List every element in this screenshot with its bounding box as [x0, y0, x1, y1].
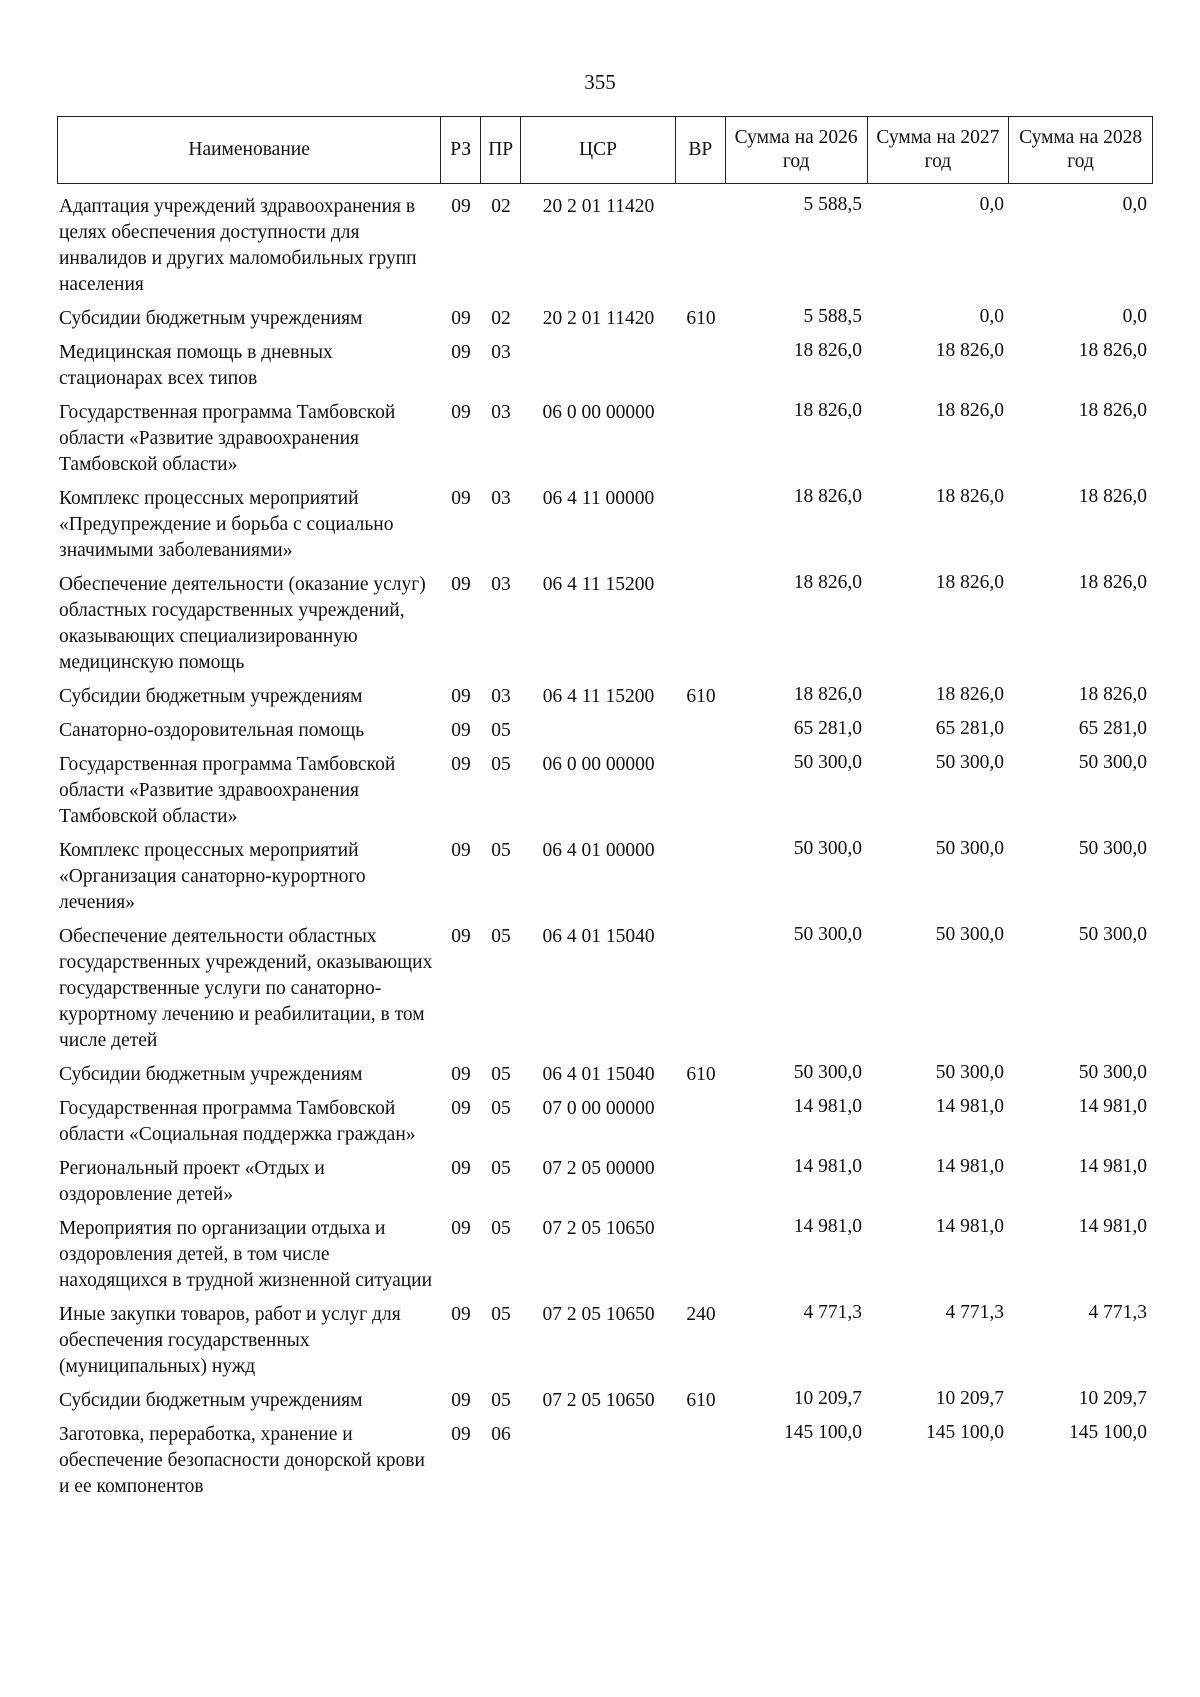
- cell-sum-2026: 50 300,0: [793, 838, 862, 859]
- cell-csr: 06 4 01 00000: [542, 840, 655, 861]
- cell-pr: 06: [491, 1424, 511, 1445]
- cell-name: Санаторно-оздоровительная помощь: [59, 720, 365, 741]
- cell-csr: 07 2 05 00000: [542, 1158, 655, 1179]
- cell-name: Адаптация учреждений здравоохранения в целях обеспечения доступности для инвалидов и других маломобильных групп населения: [59, 196, 417, 295]
- cell-sum-2026: 18 826,0: [793, 340, 862, 361]
- cell-sum-2028: 10 209,7: [1078, 1388, 1147, 1409]
- cell-vr: [676, 1096, 726, 1148]
- cell-name: Субсидии бюджетным учреждениям: [59, 308, 363, 329]
- table-body: [57, 194, 1153, 1500]
- cell-rz: 09: [451, 1390, 471, 1411]
- cell-name: Медицинская помощь в дневных стационарах всех типов: [59, 342, 333, 389]
- cell-name: Субсидии бюджетным учреждениям: [59, 686, 363, 707]
- cell-vr: [676, 1156, 726, 1208]
- cell-rz: 09: [451, 402, 471, 423]
- cell-pr: 03: [491, 574, 511, 595]
- cell-pr: 05: [491, 1098, 511, 1119]
- cell-vr: [676, 400, 726, 478]
- table-row: [57, 306, 1153, 332]
- cell-rz: 09: [451, 488, 471, 509]
- cell-name: Комплекс процессных мероприятий «Организация санаторно-курортного лечения»: [59, 840, 366, 913]
- cell-sum-2027: 18 826,0: [935, 340, 1004, 361]
- page-number: 355: [584, 70, 616, 94]
- cell-vr: [676, 838, 726, 916]
- cell-vr: 610: [686, 1390, 716, 1411]
- cell-sum-2027: 0,0: [979, 306, 1004, 327]
- cell-pr: 05: [491, 1218, 511, 1239]
- cell-sum-2027: 50 300,0: [935, 752, 1004, 773]
- budget-table: [57, 116, 1153, 1500]
- cell-csr: 07 2 05 10650: [542, 1304, 655, 1325]
- cell-sum-2028: 14 981,0: [1078, 1156, 1147, 1177]
- cell-sum-2027: 18 826,0: [935, 572, 1004, 593]
- cell-sum-2028: 50 300,0: [1078, 838, 1147, 859]
- cell-sum-2026: 5 588,5: [803, 194, 862, 215]
- cell-pr: 05: [491, 754, 511, 775]
- cell-pr: 05: [491, 1304, 511, 1325]
- table-row: [57, 1302, 1153, 1380]
- cell-sum-2027: 14 981,0: [935, 1096, 1004, 1117]
- table-row: [57, 684, 1153, 710]
- table-row: [57, 400, 1153, 478]
- cell-rz: 09: [451, 840, 471, 861]
- cell-csr: 06 4 01 15040: [542, 926, 655, 947]
- cell-sum-2028: 50 300,0: [1078, 924, 1147, 945]
- cell-pr: 05: [491, 1158, 511, 1179]
- header-vr: ВР: [676, 117, 726, 183]
- cell-sum-2026: 18 826,0: [793, 400, 862, 421]
- cell-rz: 09: [451, 1218, 471, 1239]
- cell-name: Мероприятия по организации отдыха и оздоровления детей, в том числе находящихся в трудной жизненной ситуации: [59, 1218, 433, 1291]
- table-row: [57, 1388, 1153, 1414]
- cell-sum-2027: 50 300,0: [935, 1062, 1004, 1083]
- cell-name: Региональный проект «Отдых и оздоровление детей»: [59, 1158, 325, 1205]
- cell-name: Комплекс процессных мероприятий «Предупреждение и борьба с социально значимыми заболеваниями»: [59, 488, 394, 561]
- cell-sum-2027: 14 981,0: [935, 1216, 1004, 1237]
- cell-sum-2026: 10 209,7: [793, 1388, 862, 1409]
- header-sum-2028: Сумма на 2028 год: [1019, 127, 1143, 172]
- table-row: [57, 1422, 1153, 1500]
- cell-rz: 09: [451, 574, 471, 595]
- table-row: [57, 486, 1153, 564]
- cell-sum-2028: 65 281,0: [1078, 718, 1147, 739]
- cell-vr: [676, 752, 726, 830]
- cell-csr: 07 2 05 10650: [542, 1390, 655, 1411]
- cell-vr: [676, 1216, 726, 1294]
- cell-pr: 05: [491, 1390, 511, 1411]
- cell-csr: 06 4 01 15040: [542, 1064, 655, 1085]
- cell-sum-2028: 18 826,0: [1078, 486, 1147, 507]
- cell-csr: 07 2 05 10650: [542, 1218, 655, 1239]
- table-row: [57, 1062, 1153, 1088]
- cell-name: Субсидии бюджетным учреждениям: [59, 1064, 363, 1085]
- table-row: [57, 572, 1153, 676]
- cell-rz: 09: [451, 1158, 471, 1179]
- cell-sum-2026: 145 100,0: [784, 1422, 862, 1443]
- cell-rz: 09: [451, 308, 471, 329]
- cell-sum-2027: 14 981,0: [935, 1156, 1004, 1177]
- cell-sum-2026: 18 826,0: [793, 572, 862, 593]
- cell-rz: 09: [451, 342, 471, 363]
- cell-vr: 610: [686, 308, 716, 329]
- cell-pr: 03: [491, 342, 511, 363]
- cell-sum-2028: 0,0: [1122, 194, 1147, 215]
- cell-rz: 09: [451, 926, 471, 947]
- cell-rz: 09: [451, 686, 471, 707]
- cell-sum-2028: 18 826,0: [1078, 400, 1147, 421]
- cell-rz: 09: [451, 1098, 471, 1119]
- cell-sum-2026: 4 771,3: [803, 1302, 862, 1323]
- cell-vr: 240: [686, 1304, 716, 1325]
- cell-vr: [676, 924, 726, 1054]
- header-rz: РЗ: [441, 117, 481, 183]
- cell-rz: 09: [451, 1304, 471, 1325]
- cell-csr: [521, 340, 676, 392]
- cell-sum-2027: 4 771,3: [945, 1302, 1004, 1323]
- cell-pr: 05: [491, 926, 511, 947]
- cell-csr: 06 4 11 15200: [542, 574, 655, 595]
- cell-vr: [676, 340, 726, 392]
- cell-vr: [676, 572, 726, 676]
- cell-sum-2028: 4 771,3: [1088, 1302, 1147, 1323]
- cell-sum-2026: 14 981,0: [793, 1216, 862, 1237]
- cell-pr: 05: [491, 840, 511, 861]
- header-pr: ПР: [481, 117, 521, 183]
- cell-name: Обеспечение деятельности областных государственных учреждений, оказывающих государственные услуги по санаторно-курортному лечению и реабилитации, в том числе детей: [59, 926, 433, 1051]
- cell-sum-2028: 50 300,0: [1078, 752, 1147, 773]
- cell-csr: 20 2 01 11420: [542, 196, 655, 217]
- cell-vr: [676, 718, 726, 744]
- cell-sum-2027: 50 300,0: [935, 924, 1004, 945]
- cell-sum-2026: 50 300,0: [793, 924, 862, 945]
- cell-sum-2028: 50 300,0: [1078, 1062, 1147, 1083]
- cell-pr: 03: [491, 402, 511, 423]
- cell-pr: 03: [491, 488, 511, 509]
- cell-sum-2027: 0,0: [979, 194, 1004, 215]
- cell-sum-2026: 50 300,0: [793, 1062, 862, 1083]
- cell-vr: [676, 1422, 726, 1500]
- table-row: [57, 1216, 1153, 1294]
- cell-name: Государственная программа Тамбовской области «Социальная поддержка граждан»: [59, 1098, 416, 1145]
- cell-sum-2026: 65 281,0: [793, 718, 862, 739]
- cell-rz: 09: [451, 196, 471, 217]
- table-row: [57, 340, 1153, 392]
- cell-sum-2026: 5 588,5: [803, 306, 862, 327]
- cell-csr: [521, 718, 676, 744]
- cell-sum-2028: 14 981,0: [1078, 1096, 1147, 1117]
- cell-name: Субсидии бюджетным учреждениям: [59, 1390, 363, 1411]
- header-sum-2026: Сумма на 2026 год: [726, 117, 868, 183]
- cell-sum-2026: 50 300,0: [793, 752, 862, 773]
- cell-sum-2027: 18 826,0: [935, 486, 1004, 507]
- cell-csr: 06 4 11 15200: [542, 686, 655, 707]
- cell-rz: 09: [451, 754, 471, 775]
- cell-sum-2027: 10 209,7: [935, 1388, 1004, 1409]
- table-row: [57, 838, 1153, 916]
- cell-sum-2028: 145 100,0: [1069, 1422, 1147, 1443]
- table-row: [57, 752, 1153, 830]
- cell-sum-2026: 14 981,0: [793, 1096, 862, 1117]
- table-row: [57, 194, 1153, 298]
- cell-pr: 05: [491, 720, 511, 741]
- cell-sum-2028: 18 826,0: [1078, 340, 1147, 361]
- cell-csr: 20 2 01 11420: [542, 308, 655, 329]
- cell-csr: 06 4 11 00000: [542, 488, 655, 509]
- cell-sum-2027: 65 281,0: [935, 718, 1004, 739]
- cell-sum-2026: 14 981,0: [793, 1156, 862, 1177]
- cell-rz: 09: [451, 1424, 471, 1445]
- cell-name: Государственная программа Тамбовской области «Развитие здравоохранения Тамбовской области»: [59, 402, 396, 475]
- header-csr: ЦСР: [521, 117, 676, 183]
- cell-pr: 02: [491, 196, 511, 217]
- cell-vr: 610: [686, 686, 716, 707]
- cell-pr: 02: [491, 308, 511, 329]
- cell-sum-2026: 18 826,0: [793, 486, 862, 507]
- table-row: [57, 1096, 1153, 1148]
- table-row: [57, 924, 1153, 1054]
- cell-csr: 07 0 00 00000: [542, 1098, 655, 1119]
- cell-sum-2028: 0,0: [1122, 306, 1147, 327]
- cell-csr: [521, 1422, 676, 1500]
- cell-sum-2027: 18 826,0: [935, 400, 1004, 421]
- cell-name: Иные закупки товаров, работ и услуг для обеспечения государственных (муниципальных) нужд: [59, 1304, 401, 1377]
- cell-name: Обеспечение деятельности (оказание услуг) областных государственных учреждений, оказывающих специализированную медицинскую помощь: [59, 574, 426, 673]
- cell-vr: [676, 194, 726, 298]
- table-row: [57, 718, 1153, 744]
- cell-sum-2028: 14 981,0: [1078, 1216, 1147, 1237]
- cell-name: Государственная программа Тамбовской области «Развитие здравоохранения Тамбовской области»: [59, 754, 396, 827]
- header-sum-2027: Сумма на 2027 год: [868, 117, 1010, 183]
- cell-name: Заготовка, переработка, хранение и обеспечение безопасности донорской крови и ее компонентов: [59, 1424, 425, 1497]
- cell-vr: [676, 486, 726, 564]
- cell-csr: 06 0 00 00000: [542, 754, 655, 775]
- cell-pr: 03: [491, 686, 511, 707]
- cell-sum-2027: 18 826,0: [935, 684, 1004, 705]
- cell-sum-2027: 50 300,0: [935, 838, 1004, 859]
- cell-rz: 09: [451, 720, 471, 741]
- cell-rz: 09: [451, 1064, 471, 1085]
- table-header: [57, 116, 1153, 184]
- cell-sum-2026: 18 826,0: [793, 684, 862, 705]
- cell-sum-2028: 18 826,0: [1078, 684, 1147, 705]
- cell-vr: 610: [686, 1064, 716, 1085]
- cell-sum-2027: 145 100,0: [926, 1422, 1004, 1443]
- cell-csr: 06 0 00 00000: [542, 402, 655, 423]
- table-row: [57, 1156, 1153, 1208]
- cell-pr: 05: [491, 1064, 511, 1085]
- header-name: Наименование: [58, 117, 441, 183]
- cell-sum-2028: 18 826,0: [1078, 572, 1147, 593]
